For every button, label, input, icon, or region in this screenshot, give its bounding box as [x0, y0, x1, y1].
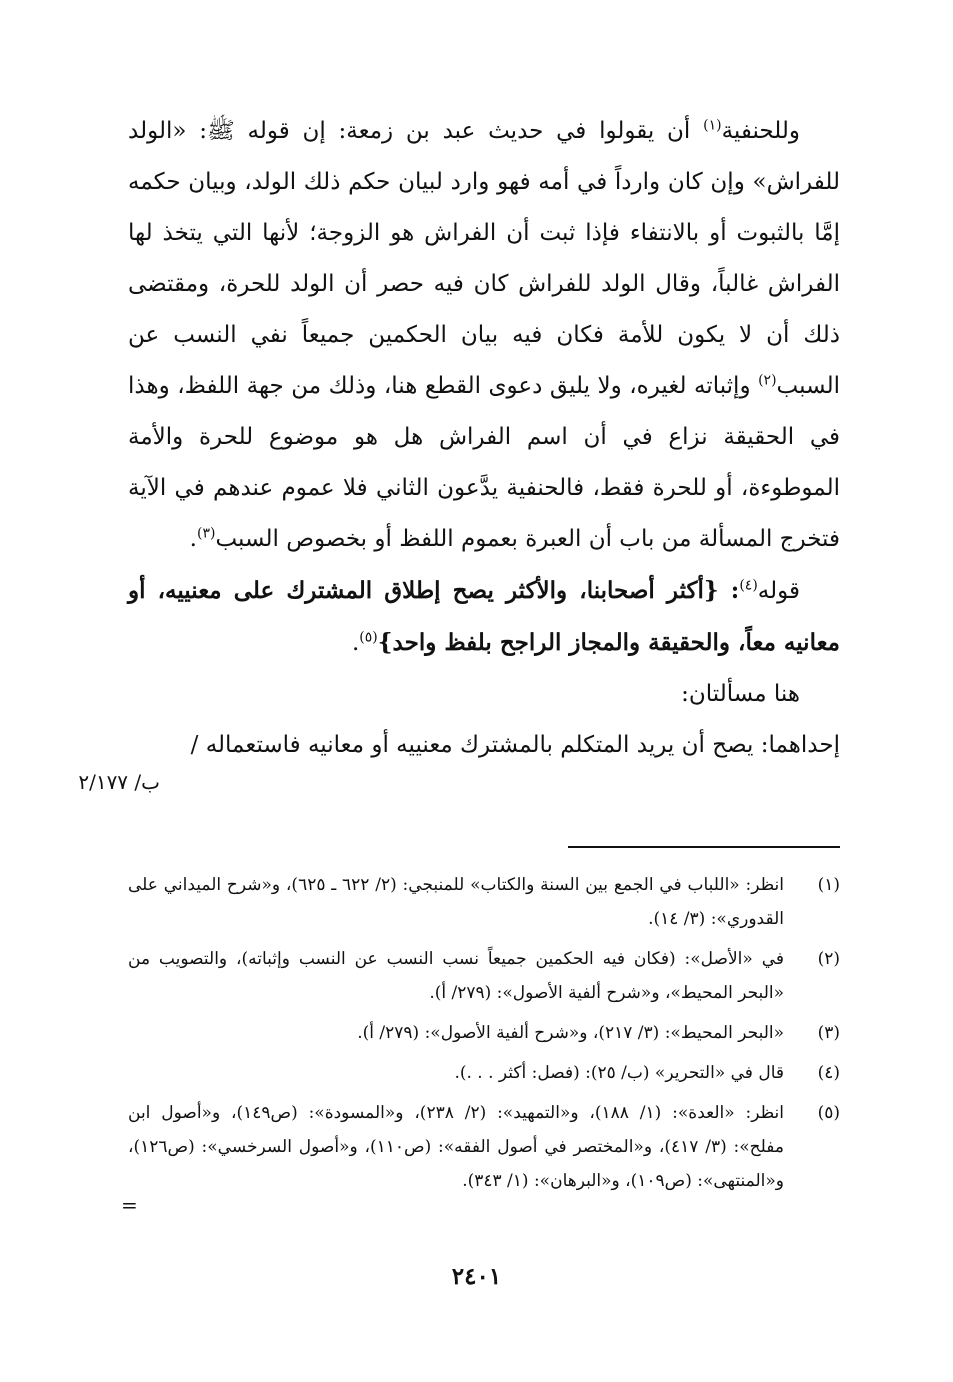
footnote-text: «البحر المحيط»: (٣/ ٢١٧)، و«شرح ألفية الأصول»: (٢٧٩/ أ).	[357, 1023, 784, 1043]
quoted-text: : {أكثر أصحابنا، والأكثر يصح إطلاق المشترك على معنييه، أو معانيه معاً، والحقيقة والمجاز الراجح بلفظ واحد}	[128, 577, 840, 656]
paragraph-2	[128, 565, 840, 669]
footnote-text: انظر: «العدة»: (١/ ١٨٨)، و«التمهيد»: (٢/ ٢٣٨)، و«المسودة»: (ص١٤٩)، و«أصول ابن مفلح»: (٣/ ٤١٧)، و«المختصر في أصول الفقه»: (ص١١٠)، و«أصول السرخسي»: (ص١٢٦)، و«المنتهى»: (ص١٠٩)، و«البرهان»: (١/ ٣٤٣).	[128, 1103, 784, 1191]
paragraph-2-part-c: .	[351, 630, 360, 656]
margin-manuscript-ref: ب/ ٢/١٧٧	[78, 770, 160, 794]
paragraph-1	[128, 106, 840, 565]
footnote-text: في «الأصل»: (فكان فيه الحكمين جميعاً نسب النسب عن النسب وإثباته)، والتصويب من «البحر المحيط»، و«شرح ألفية الأصول»: (٢٧٩/ أ).	[128, 949, 784, 1003]
footnote-ref-4[interactable]: (٤)	[739, 577, 758, 594]
footnote-text: قال في «التحرير» (ب/ ٢٥): (فصل: أكثر . . .).	[454, 1063, 784, 1083]
paragraph-1-part-b: أن يقولوا في حديث عبد بن زمعة: إن قوله ﷺ: «الولد للفراش» وإن كان وارداً في أمه فهو وارد لبيان حكم ذلك الولد، وبيان حكمه إمَّا بالثبوت أو بالانتفاء فإذا ثبت أن الفراش هو الزوجة؛ لأنها التي يتخذ لها الفراش غالباً، وقال الولد للفراش كان فيه حصر أن الولد للحرة، ومقتضى ذلك أن لا يكون للأمة فكان فيه بيان الحكمين جميعاً نفي النسب عن السبب	[128, 118, 840, 399]
footnote-divider	[568, 846, 840, 848]
footnote-ref-5[interactable]: (٥)	[359, 629, 378, 646]
footnote-number: (٢)	[817, 949, 840, 969]
paragraph-1-part-d: .	[189, 526, 197, 552]
footnote-number: (٤)	[817, 1063, 840, 1083]
footnotes	[128, 868, 840, 1204]
footnote-ref-1[interactable]: (١)	[703, 117, 722, 134]
footnote-number: (٣)	[817, 1023, 840, 1043]
footnote-2	[128, 942, 840, 1010]
footnote-number: (٥)	[817, 1103, 840, 1123]
footnote-ref-2[interactable]: (٢)	[758, 372, 777, 389]
footnote-5	[128, 1096, 840, 1198]
paragraph-2-part-a: قوله	[757, 578, 800, 604]
paragraph-4: إحداهما: يصح أن يريد المتكلم بالمشترك معنييه أو معانيه فاستعماله /	[190, 732, 840, 758]
footnote-4	[128, 1056, 840, 1090]
paragraph-1-part-c: وإثباته لغيره، ولا يليق دعوى القطع هنا، وذلك من جهة اللفظ، وهذا في الحقيقة نزاع في أن اسم الفراش هل هو موضوع للحرة والأمة الموطوءة، أو للحرة فقط، فالحنفية يدَّعون الثاني فلا عموم عندهم في الآية فتخرج المسألة من باب أن العبرة بعموم اللفظ أو بخصوص السبب	[128, 373, 840, 552]
paragraph-3: هنا مسألتان:	[681, 681, 800, 707]
footnote-number: (١)	[817, 875, 840, 895]
footnote-1	[128, 868, 840, 936]
footnote-ref-3[interactable]: (٣)	[196, 525, 216, 542]
footnote-continuation-mark: =	[121, 1193, 138, 1217]
paragraph-1-part-a: وللحنفية	[721, 118, 800, 144]
main-text	[128, 106, 840, 771]
page-number: ٢٤٠١	[451, 1263, 502, 1290]
footnote-3	[128, 1016, 840, 1050]
footnote-text: انظر: «اللباب في الجمع بين السنة والكتاب» للمنبجي: (٢/ ٦٢٢ ـ ٦٢٥)، و«شرح الميداني على القدوري»: (٣/ ١٤).	[128, 875, 785, 929]
